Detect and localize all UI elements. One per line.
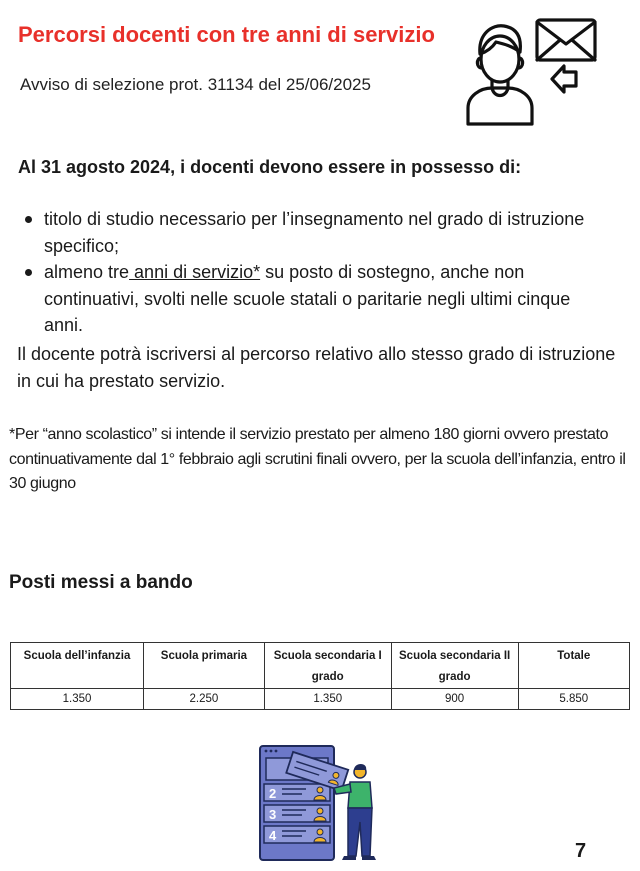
column-header: Scuola dell’infanzia [11,643,144,689]
requirements-list [22,206,602,339]
table-cell: 1.350 [264,689,391,710]
column-header: Scuola secondaria I grado [264,643,391,689]
table-cell: 1.350 [11,689,144,710]
bullet-icon [25,269,32,276]
requirement-degree: titolo di studio necessario per l’insegnamento nel grado di istruzione specifico; [44,209,585,256]
page-title: Percorsi docenti con tre anni di servizio [18,22,435,47]
requirement-service-end: su posto di sostegno, anche non continuativi, svolti nelle scuole statali o paritarie negli ultimi cinque anni. [44,262,571,335]
candidate-ranking-illustration [258,744,382,862]
posts-heading: Posti messi a bando [9,572,193,593]
rank-number: 2 [269,786,277,801]
footnote: *Per “anno scolastico” si intende il servizio prestato per almeno 180 giorni ovvero prestato continuativamente dal 1° febbraio agli scrutini finali ovvero, per la scuola dell’infanzia, entro il 30 giugno [9,426,626,492]
page-number: 7 [575,840,587,862]
column-header: Totale [518,643,629,689]
posts-table [10,642,630,710]
column-header: Scuola secondaria II grado [391,643,518,689]
requirements-heading: Al 31 agosto 2024, i docenti devono essere in possesso di: [18,157,522,177]
table-header-row [11,643,630,689]
rank-number: 3 [269,807,277,822]
requirement-service-underlined: anni di servizio* [129,262,261,282]
requirement-service-start: almeno tre [44,262,130,282]
column-header: Scuola primaria [144,643,265,689]
page-subtitle: Avviso di selezione prot. 31134 del 25/06/2025 [20,75,371,94]
bullet-icon [25,216,32,223]
rank-number: 4 [269,828,277,843]
table-cell: 5.850 [518,689,629,710]
table-cell: 900 [391,689,518,710]
enrollment-note: Il docente potrà iscriversi al percorso relativo allo stesso grado di istruzione in cui ha prestato servizio. [17,344,616,391]
person-envelope-icon [464,16,604,128]
table-cell: 2.250 [144,689,265,710]
table-row [11,689,630,710]
list-item [22,206,602,259]
list-item [22,259,602,339]
